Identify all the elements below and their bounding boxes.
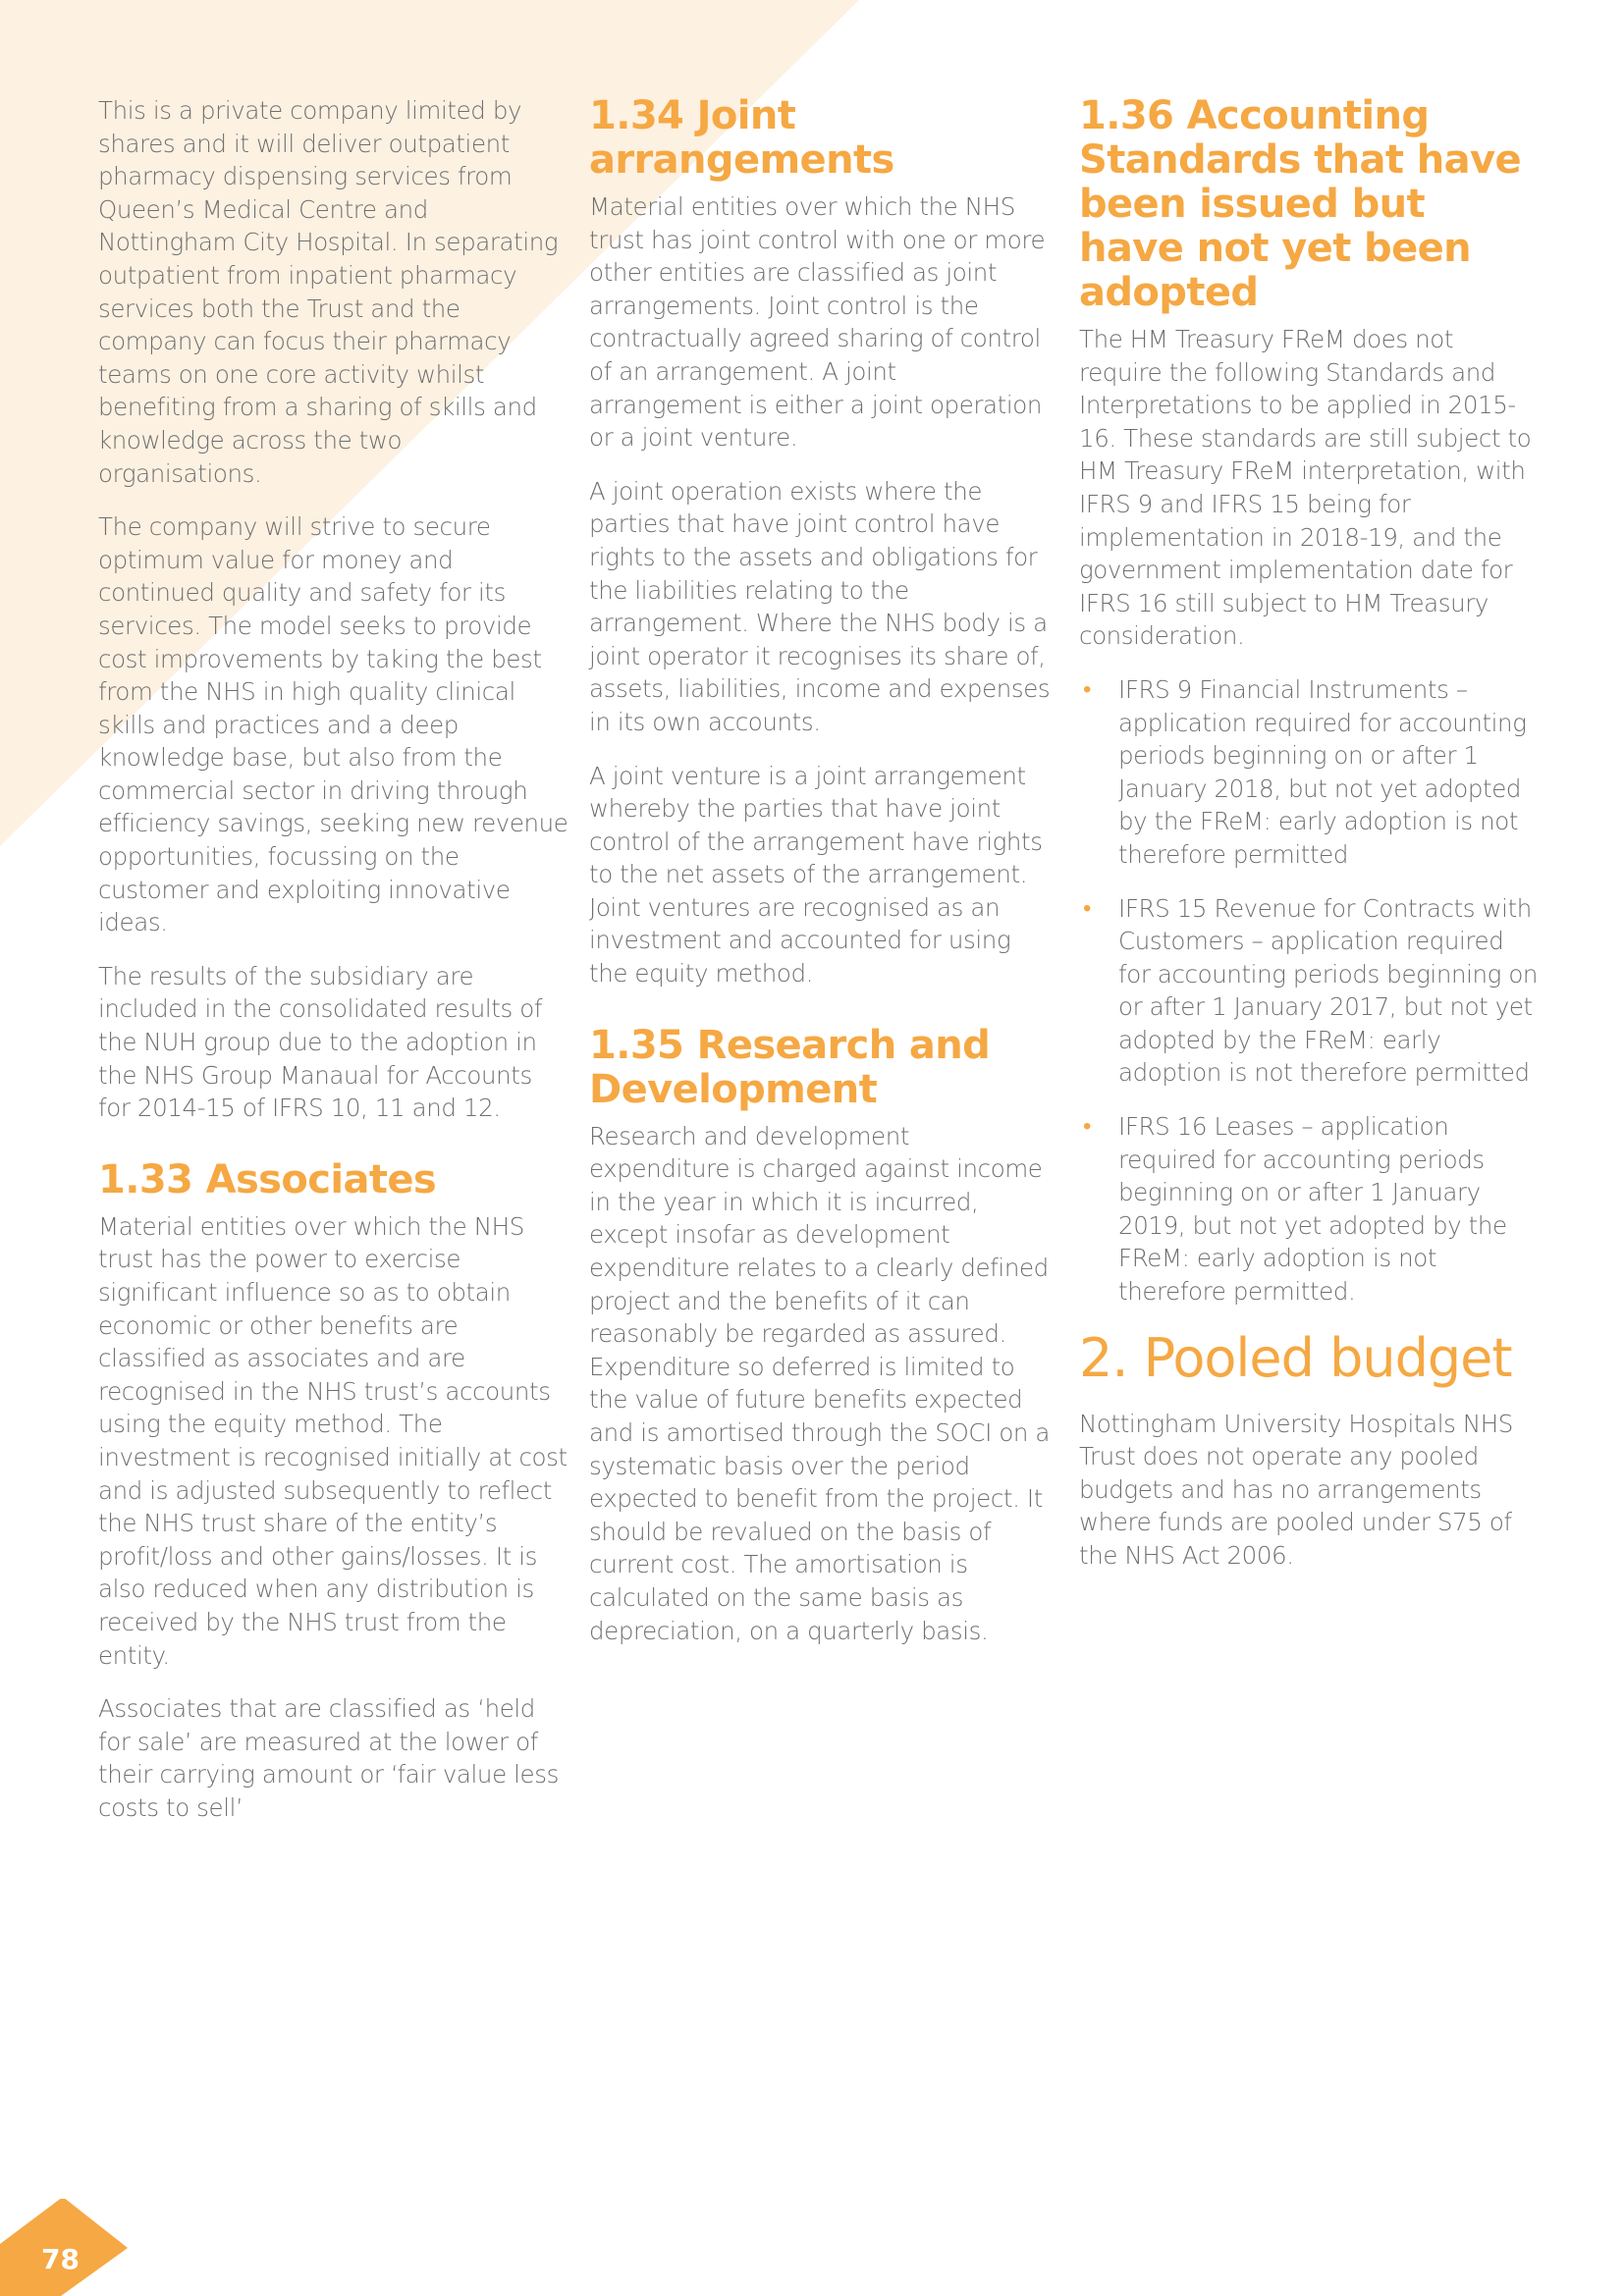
- column-right: [1079, 94, 1541, 1593]
- column-left: [98, 94, 569, 1845]
- heading-associates: 1.33 Associates: [98, 1156, 437, 1202]
- heading-pooled-budget: 2. Pooled budget: [1079, 1326, 1512, 1389]
- bullet-icon: •: [1083, 674, 1092, 703]
- standards-list: [1079, 673, 1541, 1308]
- associates-held-for-sale-paragraph: Associates that are classified as ‘held for sale’ are measured at the lower of their carrying amount or ‘fair value less costs to sell’: [98, 1694, 559, 1822]
- list-item-text: IFRS 16 Leases – application required for accounting periods beginning on or after 1 January 2019, but not yet adopted by the FReM: early adoption is not therefore permitted.: [1118, 1112, 1507, 1307]
- list-item: [1079, 1110, 1541, 1308]
- joint-arrangements-paragraph: Material entities over which the NHS trust has joint control with one or more other entities are classified as joint arrangements. Joint control is the contractually agreed sharing of control of an arrangement. A joint arrangement is either a joint operation or a joint venture.: [589, 192, 1046, 453]
- joint-operation-paragraph: A joint operation exists where the parties that have joint control have rights to the assets and obligations for the liabilities relating to the arrangement. Where the NHS body is a joint operator it recognises its share of, assets, liabilities, income and expenses in its own accounts.: [589, 476, 1051, 736]
- joint-venture-paragraph: A joint venture is a joint arrangement whereby the parties that have joint control of the arrangement have rights to the net assets of the arrangement. Joint ventures are recognised as an investment and accounted for using the equity method.: [589, 761, 1043, 988]
- page-number: 78: [41, 2243, 80, 2275]
- bullet-icon: •: [1083, 1112, 1092, 1141]
- list-item: [1079, 892, 1541, 1091]
- subsidiary-results-paragraph: The results of the subsidiary are included in the consolidated results of the NUH group due to the adoption in the NHS Group Manaual for Accounts for 2014-15 of IFRS 10, 11 and 12.: [98, 961, 543, 1123]
- list-item: [1079, 673, 1541, 872]
- heading-joint-arrangements: 1.34 Joint arrangements: [589, 93, 894, 183]
- subsidiary-intro-paragraph: This is a private company limited by shares and it will deliver outpatient pharmacy dispensing services from Queen’s Medical Centre and Nottingham City Hospital. In separating outpatient from inpatient pharmacy services both the Trust and the company can focus their pharmacy teams on one core activity whilst benefiting from a sharing of skills and knowledge across the two organisations.: [98, 96, 559, 488]
- list-item-text: IFRS 15 Revenue for Contracts with Customers – application required for accounting periods beginning on or after 1 January 2017, but not yet adopted by the FReM: early adoption is not therefore permitted: [1118, 893, 1539, 1088]
- research-development-paragraph: Research and development expenditure is charged against income in the year in which it is incurred, except insofar as development expenditure relates to a clearly defined project and the benefits of it can reasonably be regarded as assured. Expenditure so deferred is limited to the value of future benefits expected and is amortised through the SOCI on a systematic basis over the period expected to benefit from the project. It should be revalued on the basis of current cost. The amortisation is calculated on the same basis as depreciation, on a quarterly basis.: [589, 1121, 1051, 1645]
- associates-paragraph: Material entities over which the NHS trust has the power to exercise significant influence so as to obtain economic or other benefits are classified as associates and are recognised in the NHS trust’s accounts using the equity method. The investment is recognised initially at cost and is adjusted subsequently to reflect the NHS trust share of the entity’s profit/loss and other gains/losses. It is also reduced when any distribution is received by the NHS trust from the entity.: [98, 1211, 568, 1670]
- pooled-budget-paragraph: Nottingham University Hospitals NHS Trust does not operate any pooled budgets and has no arrangements where funds are pooled under S75 of the NHS Act 2006.: [1079, 1409, 1513, 1570]
- list-item-text: IFRS 9 Financial Instruments – application required for accounting periods beginning on or after 1 January 2018, but not yet adopted by the FReM: early adoption is not therefore permitted: [1118, 674, 1527, 869]
- heading-research-development: 1.35 Research and Development: [589, 1022, 991, 1112]
- bullet-icon: •: [1083, 893, 1092, 922]
- column-middle: [589, 94, 1051, 1668]
- accounting-standards-paragraph: The HM Treasury FReM does not require the following Standards and Interpretations to be applied in 2015-16. These standards are still subject to HM Treasury FReM interpretation, with IFRS 9 and IFRS 15 being for implementation in 2018-19, and the government implementation date for IFRS 16 still subject to HM Treasury consideration.: [1079, 325, 1532, 651]
- company-value-paragraph: The company will strive to secure optimum value for money and continued quality and safety for its services. The model seeks to provide cost improvements by taking the best from the NHS in high quality clinical skills and practices and a deep knowledge base, but also from the commercial sector in driving through efficiency savings, seeking new revenue opportunities, focussing on the customer and exploiting innovative ideas.: [98, 512, 568, 937]
- heading-accounting-standards: 1.36 Accounting Standards that have been issued but have not yet been adopted: [1079, 93, 1522, 315]
